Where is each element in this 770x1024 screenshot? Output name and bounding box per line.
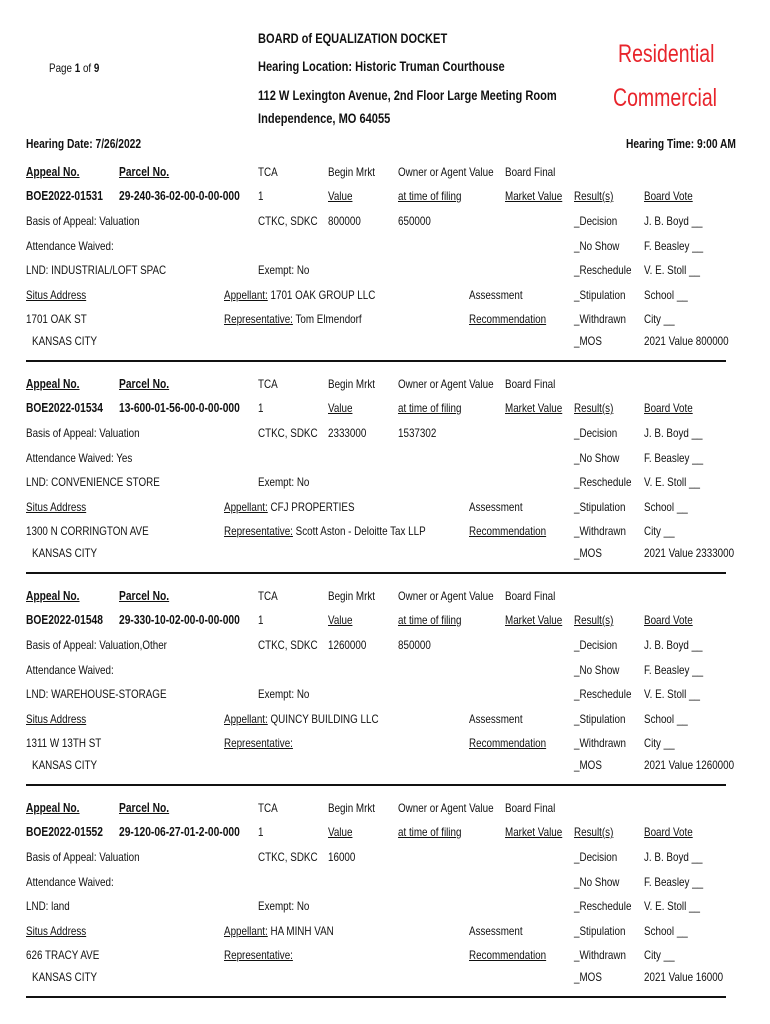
representative: [224, 524, 426, 538]
appellant-label: Appellant:: [224, 288, 268, 302]
attendance-waived: Attendance Waived:: [26, 239, 114, 253]
recommendation-header: Recommendation: [469, 736, 547, 750]
board-final-header: Board Final: [505, 165, 556, 179]
appeal-no-header: Appeal No.: [26, 589, 80, 603]
appellant-name: HA MINH VAN: [270, 924, 334, 938]
value-header: Value: [328, 825, 353, 839]
begin-market-value: 800000: [328, 214, 361, 228]
result-reschedule: _Reschedule: [574, 263, 632, 277]
vote-beasley: F. Beasley __: [644, 875, 704, 889]
vote-school: School __: [644, 712, 688, 726]
parcel-number: 29-120-06-27-01-2-00-000: [119, 825, 240, 839]
owner-value-header: Owner or Agent Value: [398, 589, 494, 603]
vote-city: City __: [644, 312, 675, 326]
attendance-waived: Attendance Waived:: [26, 875, 114, 889]
vote-stoll: V. E. Stoll __: [644, 263, 700, 277]
begin-market-value: 16000: [328, 850, 356, 864]
appellant: [224, 924, 334, 938]
result-decision: _Decision: [574, 426, 618, 440]
representative-label: Representative:: [224, 524, 293, 538]
exempt-status: Exempt: No: [258, 687, 310, 701]
results-header: Result(s): [574, 189, 614, 203]
tca-value: 1: [258, 189, 264, 203]
begin-market-value: 2333000: [328, 426, 367, 440]
at-filing-header: at time of filing: [398, 613, 462, 627]
owner-agent-value: 850000: [398, 638, 431, 652]
class-commercial: Commercial: [613, 84, 718, 112]
result-no-show: _No Show: [574, 663, 620, 677]
begin-mrkt-header: Begin Mrkt: [328, 589, 376, 603]
vote-stoll: V. E. Stoll __: [644, 475, 700, 489]
parcel-no-header: Parcel No.: [119, 801, 170, 815]
tca-header: TCA: [258, 801, 278, 815]
begin-mrkt-header: Begin Mrkt: [328, 165, 376, 179]
representative: [224, 312, 362, 326]
result-stipulation: _Stipulation: [574, 924, 626, 938]
representative-name: Tom Elmendorf: [295, 312, 362, 326]
docket-entry: [0, 369, 770, 581]
appellant-label: Appellant:: [224, 500, 268, 514]
parcel-number: 13-600-01-56-00-0-00-000: [119, 401, 240, 415]
situs-address-header: Situs Address: [26, 712, 87, 726]
representative-name: Scott Aston - Deloitte Tax LLP: [295, 524, 426, 538]
vote-beasley: F. Beasley __: [644, 239, 704, 253]
attendance-waived: Attendance Waived: Yes: [26, 451, 133, 465]
value-2021: 2021 Value 800000: [644, 334, 729, 348]
representative-label: Representative:: [224, 312, 293, 326]
docket-entry: [0, 581, 770, 793]
exempt-status: Exempt: No: [258, 899, 310, 913]
results-header: Result(s): [574, 613, 614, 627]
appellant: [224, 288, 375, 302]
result-no-show: _No Show: [574, 239, 620, 253]
board-vote-header: Board Vote: [644, 613, 693, 627]
vote-stoll: V. E. Stoll __: [644, 687, 700, 701]
section-divider: [26, 360, 726, 362]
result-decision: _Decision: [574, 638, 618, 652]
appeal-no-header: Appeal No.: [26, 801, 80, 815]
situs-street: 1701 OAK ST: [26, 312, 87, 326]
appellant: [224, 712, 379, 726]
representative-label: Representative:: [224, 736, 293, 750]
situs-city: KANSAS CITY: [32, 758, 98, 772]
result-mos: _MOS: [574, 970, 602, 984]
parcel-no-header: Parcel No.: [119, 589, 170, 603]
tca-value: 1: [258, 825, 264, 839]
market-value-header: Market Value: [505, 825, 563, 839]
result-stipulation: _Stipulation: [574, 712, 626, 726]
situs-city: KANSAS CITY: [32, 970, 98, 984]
owner-value-header: Owner or Agent Value: [398, 377, 494, 391]
hearing-address-line1: 112 W Lexington Avenue, 2nd Floor Large Meeting Room: [258, 88, 557, 103]
appellant-name: CFJ PROPERTIES: [270, 500, 355, 514]
at-filing-header: at time of filing: [398, 189, 462, 203]
result-no-show: _No Show: [574, 875, 620, 889]
assessment-header: Assessment: [469, 288, 523, 302]
appellant-label: Appellant:: [224, 924, 268, 938]
situs-city: KANSAS CITY: [32, 334, 98, 348]
vote-city: City __: [644, 524, 675, 538]
at-filing-header: at time of filing: [398, 401, 462, 415]
appeal-number: BOE2022-01534: [26, 401, 103, 415]
appellant-label: Appellant:: [224, 712, 268, 726]
tca-header: TCA: [258, 165, 278, 179]
parcel-no-header: Parcel No.: [119, 165, 170, 179]
recommendation-header: Recommendation: [469, 948, 547, 962]
tca-value: 1: [258, 613, 264, 627]
representative: [224, 948, 293, 962]
vote-boyd: J. B. Boyd __: [644, 638, 703, 652]
board-final-header: Board Final: [505, 801, 556, 815]
appeal-number: BOE2022-01531: [26, 189, 103, 203]
value-header: Value: [328, 613, 353, 627]
appeal-no-header: Appeal No.: [26, 377, 80, 391]
situs-street: 1300 N CORRINGTON AVE: [26, 524, 149, 538]
board-final-header: Board Final: [505, 589, 556, 603]
situs-address-header: Situs Address: [26, 288, 87, 302]
value-header: Value: [328, 189, 353, 203]
owner-agent-value: 1537302: [398, 426, 437, 440]
basis-of-appeal: Basis of Appeal: Valuation: [26, 426, 140, 440]
board-vote-header: Board Vote: [644, 401, 693, 415]
result-stipulation: _Stipulation: [574, 288, 626, 302]
recommendation-header: Recommendation: [469, 312, 547, 326]
vote-beasley: F. Beasley __: [644, 451, 704, 465]
tca-header: TCA: [258, 377, 278, 391]
result-decision: _Decision: [574, 214, 618, 228]
section-divider: [26, 996, 726, 998]
basis-of-appeal: Basis of Appeal: Valuation,Other: [26, 638, 167, 652]
vote-beasley: F. Beasley __: [644, 663, 704, 677]
hearing-location: Hearing Location: Historic Truman Courthouse: [258, 59, 505, 74]
land-use: LND: INDUSTRIAL/LOFT SPAC: [26, 263, 167, 277]
result-mos: _MOS: [574, 758, 602, 772]
market-value-header: Market Value: [505, 189, 563, 203]
value-2021: 2021 Value 16000: [644, 970, 724, 984]
tca-code: CTKC, SDKC: [258, 850, 318, 864]
representative: [224, 736, 293, 750]
value-2021: 2021 Value 2333000: [644, 546, 735, 560]
section-divider: [26, 572, 726, 574]
situs-street: 626 TRACY AVE: [26, 948, 100, 962]
page-indicator: Page 1 of 9: [49, 61, 100, 75]
market-value-header: Market Value: [505, 401, 563, 415]
result-reschedule: _Reschedule: [574, 687, 632, 701]
exempt-status: Exempt: No: [258, 475, 310, 489]
result-stipulation: _Stipulation: [574, 500, 626, 514]
owner-value-header: Owner or Agent Value: [398, 801, 494, 815]
owner-agent-value: 650000: [398, 214, 431, 228]
basis-of-appeal: Basis of Appeal: Valuation: [26, 850, 140, 864]
tca-code: CTKC, SDKC: [258, 638, 318, 652]
assessment-header: Assessment: [469, 712, 523, 726]
appellant: [224, 500, 355, 514]
recommendation-header: Recommendation: [469, 524, 547, 538]
docket-entry: [0, 793, 770, 1005]
market-value-header: Market Value: [505, 613, 563, 627]
vote-stoll: V. E. Stoll __: [644, 899, 700, 913]
results-header: Result(s): [574, 401, 614, 415]
representative-label: Representative:: [224, 948, 293, 962]
board-vote-header: Board Vote: [644, 825, 693, 839]
result-withdrawn: _Withdrawn: [574, 312, 626, 326]
section-divider: [26, 784, 726, 786]
owner-value-header: Owner or Agent Value: [398, 165, 494, 179]
tca-header: TCA: [258, 589, 278, 603]
result-reschedule: _Reschedule: [574, 475, 632, 489]
result-decision: _Decision: [574, 850, 618, 864]
parcel-no-header: Parcel No.: [119, 377, 170, 391]
land-use: LND: WAREHOUSE-STORAGE: [26, 687, 167, 701]
land-use: LND: land: [26, 899, 70, 913]
docket-title: BOARD of EQUALIZATION DOCKET: [258, 31, 448, 46]
vote-boyd: J. B. Boyd __: [644, 850, 703, 864]
parcel-number: 29-240-36-02-00-0-00-000: [119, 189, 240, 203]
vote-city: City __: [644, 736, 675, 750]
tca-code: CTKC, SDKC: [258, 214, 318, 228]
attendance-waived: Attendance Waived:: [26, 663, 114, 677]
begin-mrkt-header: Begin Mrkt: [328, 801, 376, 815]
begin-mrkt-header: Begin Mrkt: [328, 377, 376, 391]
result-no-show: _No Show: [574, 451, 620, 465]
value-header: Value: [328, 401, 353, 415]
result-withdrawn: _Withdrawn: [574, 736, 626, 750]
result-withdrawn: _Withdrawn: [574, 524, 626, 538]
vote-school: School __: [644, 500, 688, 514]
tca-code: CTKC, SDKC: [258, 426, 318, 440]
begin-market-value: 1260000: [328, 638, 367, 652]
appeal-no-header: Appeal No.: [26, 165, 80, 179]
situs-address-header: Situs Address: [26, 924, 87, 938]
hearing-time: Hearing Time: 9:00 AM: [626, 137, 736, 151]
situs-address-header: Situs Address: [26, 500, 87, 514]
hearing-address-line2: Independence, MO 64055: [258, 111, 391, 126]
value-2021: 2021 Value 1260000: [644, 758, 735, 772]
result-withdrawn: _Withdrawn: [574, 948, 626, 962]
vote-city: City __: [644, 948, 675, 962]
assessment-header: Assessment: [469, 500, 523, 514]
board-final-header: Board Final: [505, 377, 556, 391]
exempt-status: Exempt: No: [258, 263, 310, 277]
board-vote-header: Board Vote: [644, 189, 693, 203]
appeal-number: BOE2022-01552: [26, 825, 103, 839]
vote-boyd: J. B. Boyd __: [644, 426, 703, 440]
vote-school: School __: [644, 924, 688, 938]
class-residential: Residential: [618, 40, 715, 68]
land-use: LND: CONVENIENCE STORE: [26, 475, 160, 489]
situs-city: KANSAS CITY: [32, 546, 98, 560]
results-header: Result(s): [574, 825, 614, 839]
appeal-number: BOE2022-01548: [26, 613, 103, 627]
vote-school: School __: [644, 288, 688, 302]
parcel-number: 29-330-10-02-00-0-00-000: [119, 613, 240, 627]
result-mos: _MOS: [574, 546, 602, 560]
result-mos: _MOS: [574, 334, 602, 348]
docket-entry: [0, 157, 770, 369]
tca-value: 1: [258, 401, 264, 415]
appellant-name: 1701 OAK GROUP LLC: [270, 288, 376, 302]
basis-of-appeal: Basis of Appeal: Valuation: [26, 214, 140, 228]
assessment-header: Assessment: [469, 924, 523, 938]
at-filing-header: at time of filing: [398, 825, 462, 839]
appellant-name: QUINCY BUILDING LLC: [270, 712, 379, 726]
result-reschedule: _Reschedule: [574, 899, 632, 913]
situs-street: 1311 W 13TH ST: [26, 736, 102, 750]
hearing-date: Hearing Date: 7/26/2022: [26, 137, 142, 151]
vote-boyd: J. B. Boyd __: [644, 214, 703, 228]
